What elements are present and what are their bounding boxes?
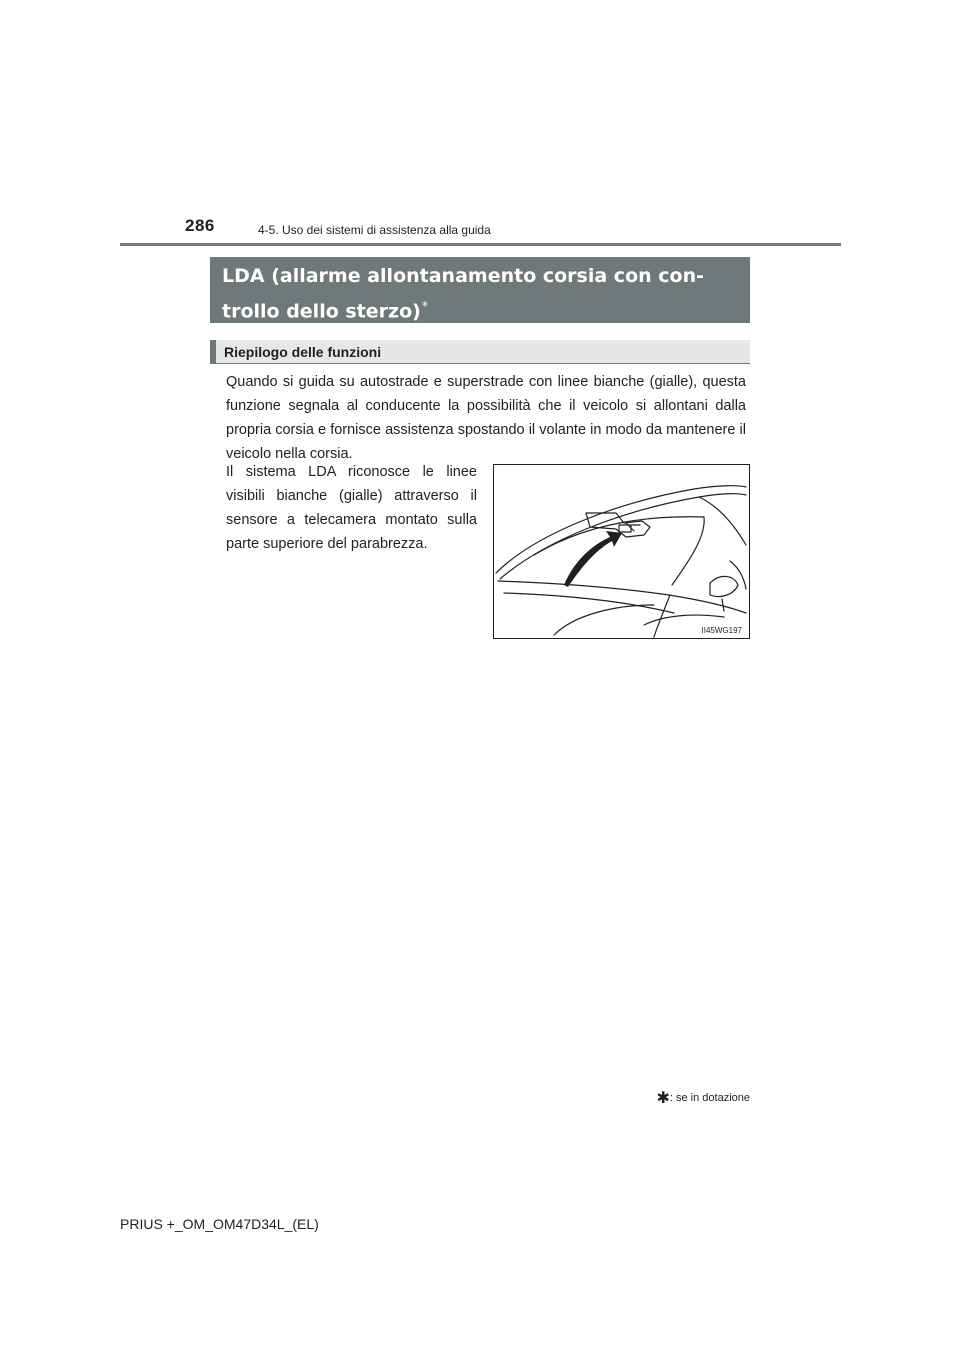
title-asterisk: * — [421, 299, 428, 313]
document-code: PRIUS +_OM_OM47D34L_(EL) — [120, 1216, 319, 1232]
page-title: LDA (allarme allontanamento corsia con con-trollo dello sterzo) — [222, 265, 704, 323]
footnote-text: : se in dotazione — [669, 1092, 750, 1104]
page-number: 286 — [185, 216, 215, 235]
subheading: Riepilogo delle funzioni — [210, 340, 750, 364]
title-banner — [210, 257, 750, 323]
windshield-drawing — [494, 465, 749, 638]
asterisk-icon: ✱ — [656, 1090, 670, 1107]
header-rule — [120, 243, 841, 246]
windshield-camera-illustration — [493, 464, 750, 639]
figure-code: II45WG197 — [701, 626, 742, 635]
footnote — [656, 1088, 750, 1108]
detail-paragraph: Il sistema LDA riconosce le linee visibili bianche (gialle) attraverso il sensore a telecamera montato sulla parte superiore del parabrezza. — [226, 464, 477, 552]
section-title: 4-5. Uso dei sistemi di assistenza alla guida — [258, 223, 491, 237]
intro-paragraph: Quando si guida su autostrade e superstrade con linee bianche (gialle), questa funzione segnala al conducente la possibilità che il veicolo si allontani dalla propria corsia e fornisce assistenza spostando il volante in modo da mantenere il veicolo nella corsia. — [226, 374, 746, 462]
